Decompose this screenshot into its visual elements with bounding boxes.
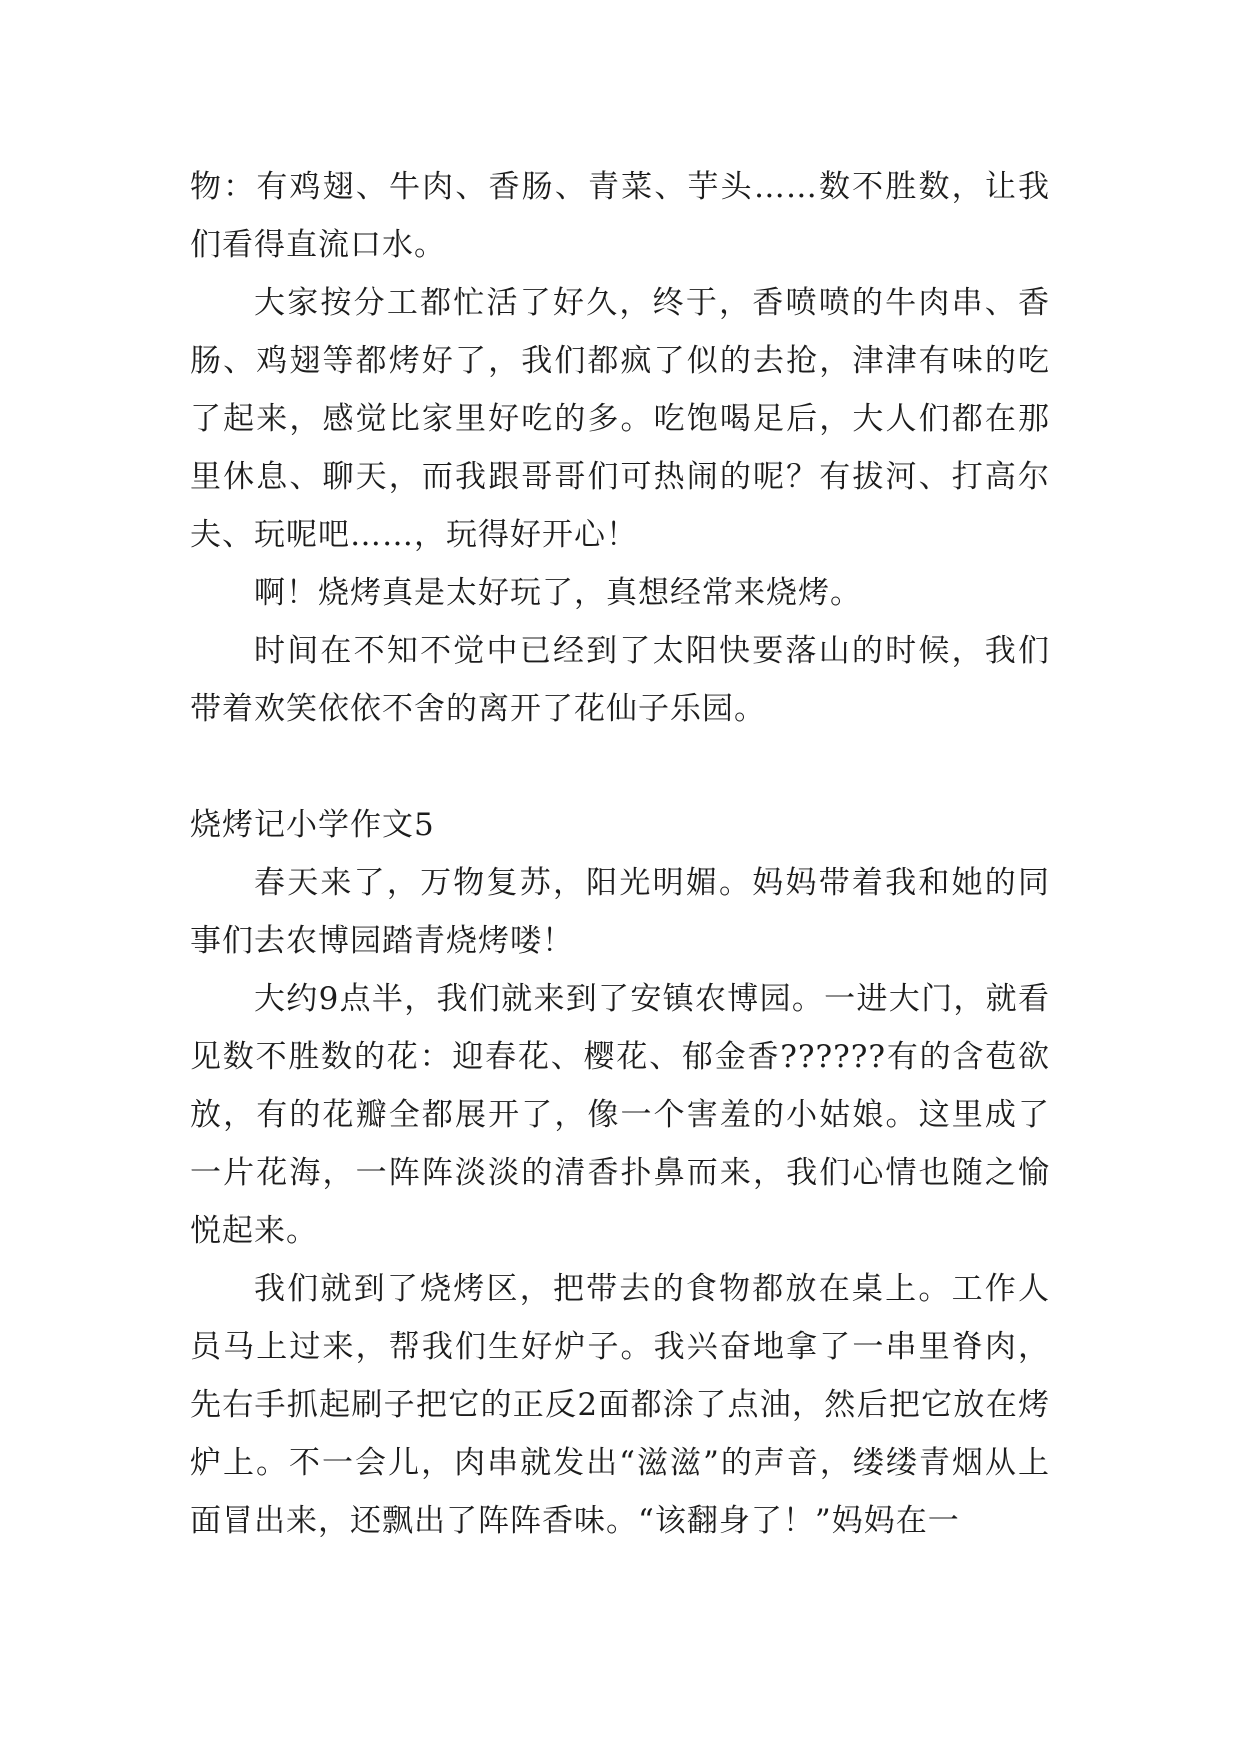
paragraph-4: 时间在不知不觉中已经到了太阳快要落山的时候，我们带着欢笑依依不舍的离开了花仙子乐园。 [190,633,1050,727]
section-title: 烧烤记小学作文5 [190,807,435,843]
paragraph-5: 春天来了，万物复苏，阳光明媚。妈妈带着我和她的同事们去农博园踏青烧烤喽！ [190,865,1050,959]
paragraph-2: 大家按分工都忙活了好久，终于，香喷喷的牛肉串、香肠、鸡翅等都烤好了，我们都疯了似的去抢，津津有味的吃了起来，感觉比家里好吃的多。吃饱喝足后，大人们都在那里休息、聊天，而我跟哥哥们可热闹的呢？有拔河、打高尔夫、玩呢吧……，玩得好开心！ [190,285,1050,553]
paragraph-6: 大约9点半，我们就来到了安镇农博园。一进大门，就看见数不胜数的花：迎春花、樱花、郁金香??????有的含苞欲放，有的花瓣全都展开了，像一个害羞的小姑娘。这里成了一片花海，一阵阵淡淡的清香扑鼻而来，我们心情也随之愉悦起来。 [190,981,1050,1249]
paragraph-3: 啊！烧烤真是太好玩了，真想经常来烧烤。 [254,575,862,611]
paragraph-1: 物：有鸡翅、牛肉、香肠、青菜、芋头……数不胜数，让我们看得直流口水。 [190,169,1050,263]
document-body [190,158,1050,1550]
paragraph-7: 我们就到了烧烤区，把带去的食物都放在桌上。工作人员马上过来，帮我们生好炉子。我兴奋地拿了一串里脊肉，先右手抓起刷子把它的正反2面都涂了点油，然后把它放在烤炉上。不一会儿，肉串就发出“滋滋”的声音，缕缕青烟从上面冒出来，还飘出了阵阵香味。“该翻身了！”妈妈在一 [190,1271,1050,1539]
